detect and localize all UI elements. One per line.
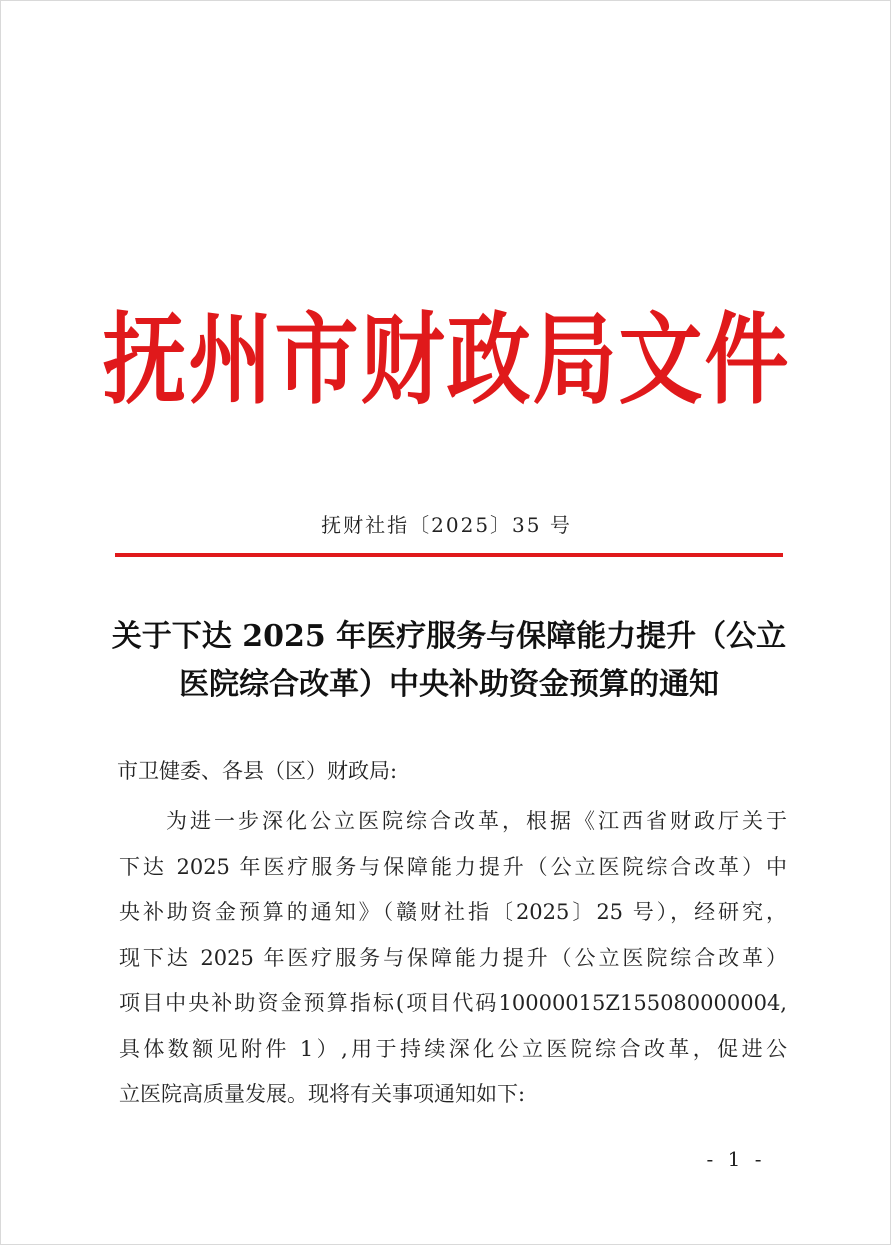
body-line: 项目中央补助资金预算指标(项目代码10000015Z155080000004, (119, 991, 787, 1015)
page-number: - 1 - (706, 1147, 766, 1171)
document-header-title: 抚州市财政局文件 (102, 301, 791, 418)
body-paragraph (119, 799, 787, 1118)
body-line: 现下达 2025 年医疗服务与保障能力提升（公立医院综合改革） (119, 945, 787, 970)
body-line: 下达 2025 年医疗服务与保障能力提升（公立医院综合改革）中 (119, 854, 787, 879)
document-number: 抚财社指〔2025〕35 号 (321, 513, 572, 537)
salutation: 市卫健委、各县（区）财政局: (117, 759, 398, 783)
body-line: 具体数额见附件 1）,用于持续深化公立医院综合改革，促进公 (119, 1036, 787, 1061)
body-line: 为进一步深化公立医院综合改革，根据《江西省财政厅关于 (166, 809, 787, 833)
header-divider (115, 553, 783, 557)
notice-title-line-1: 关于下达 2025 年医疗服务与保障能力提升（公立 (111, 619, 787, 654)
notice-title-line-2: 医院综合改革）中央补助资金预算的通知 (179, 667, 719, 702)
body-line: 央补助资金预算的通知》（赣财社指〔2025〕25 号），经研究， (119, 900, 787, 924)
body-line: 立医院高质量发展。现将有关事项通知如下: (119, 1082, 526, 1106)
notice-title (111, 613, 787, 709)
